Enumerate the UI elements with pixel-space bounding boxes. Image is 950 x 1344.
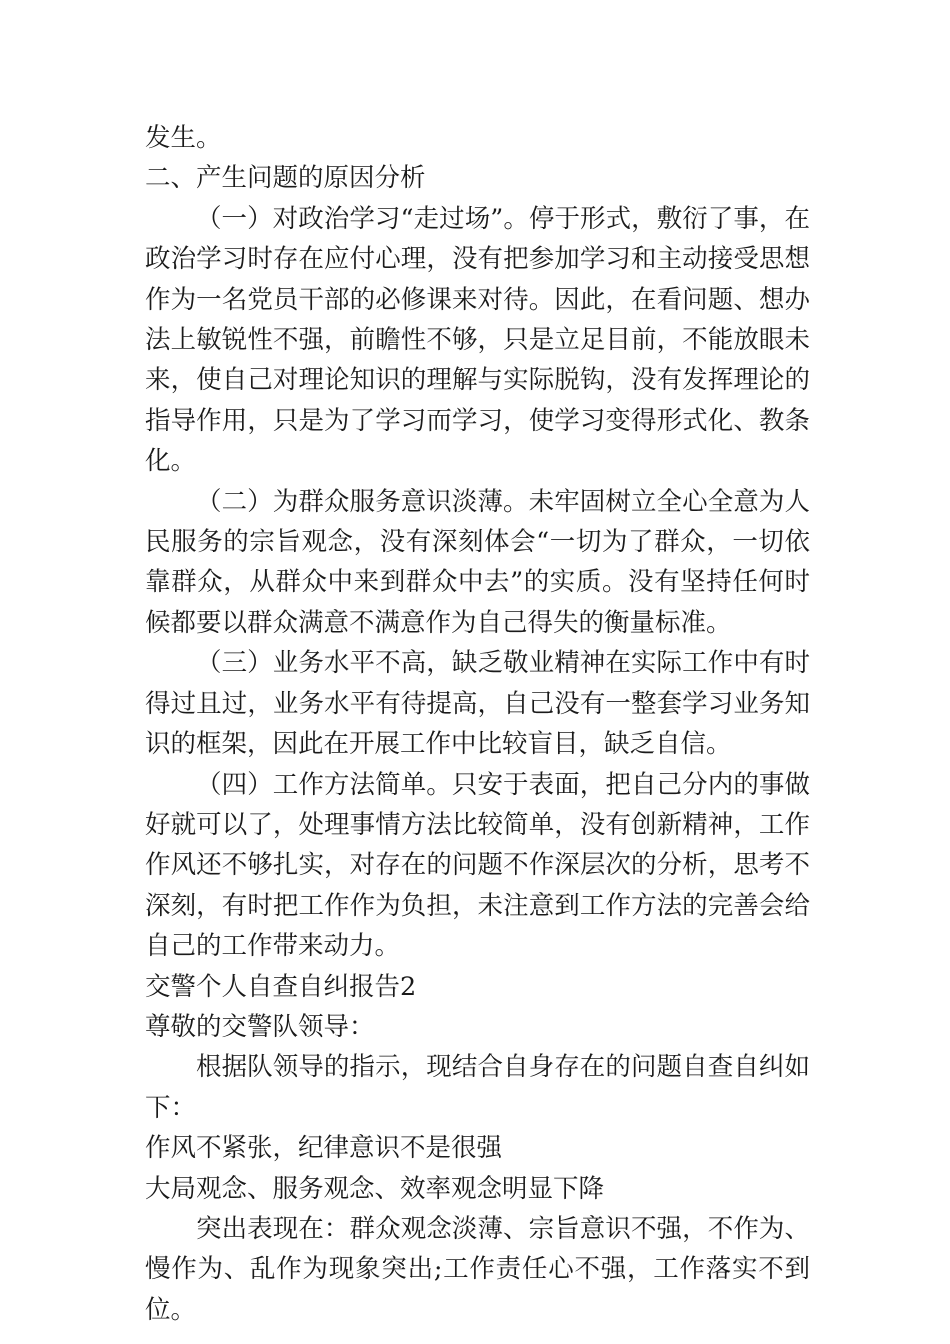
- paragraph-service-awareness: （二）为群众服务意识淡薄。未牢固树立全心全意为人民服务的宗旨观念，没有深刻体会“一切为了群众，一切依靠群众，从群众中来到群众中去”的实质。没有坚持任何时候都要以群众满意不满意作为自己得失的衡量标准。: [145, 486, 810, 638]
- paragraph-business-level: （三）业务水平不高，缺乏敬业精神在实际工作中有时得过且过，业务水平有待提高，自己没有一整套学习业务知识的框架，因此在开展工作中比较盲目，缺乏自信。: [145, 648, 810, 760]
- list-item: 大局观念、服务观念、效率观念明显下降: [145, 1173, 605, 1204]
- paragraph-political-study: （一）对政治学习“走过场”。停于形式，敷衍了事，在政治学习时存在应付心理，没有把参加学习和主动接受思想作为一名党员干部的必修课来对待。因此，在看问题、想办法上敏锐性不强，前瞻性不够，只是立足目前，不能放眼未来，使自己对理论知识的理解与实际脱钩，没有发挥理论的指导作用，只是为了学习而学习，使学习变得形式化、教条化。: [145, 203, 810, 477]
- salutation: 尊敬的交警队领导：: [145, 1011, 375, 1042]
- report-title: 交警个人自查自纠报告2: [145, 971, 417, 1002]
- section-heading: 二、产生问题的原因分析: [145, 163, 426, 194]
- continuation-text: 发生。: [145, 123, 222, 153]
- paragraph-prominent-issues: 突出表现在：群众观念淡薄、宗旨意识不强，不作为、慢作为、乱作为现象突出;工作责任心不强，工作落实不到位。: [145, 1213, 810, 1325]
- paragraph-work-method: （四）工作方法简单。只安于表面，把自己分内的事做好就可以了，处理事情方法比较简单，没有创新精神，工作作风还不够扎实，对存在的问题不作深层次的分析，思考不深刻，有时把工作作为负担，未注意到工作方法的完善会给自己的工作带来动力。: [145, 769, 810, 962]
- document-page: [145, 118, 810, 1330]
- list-item: 作风不紧张，纪律意识不是很强: [145, 1133, 503, 1164]
- intro-paragraph: 根据队领导的指示，现结合自身存在的问题自查自纠如下：: [145, 1052, 810, 1123]
